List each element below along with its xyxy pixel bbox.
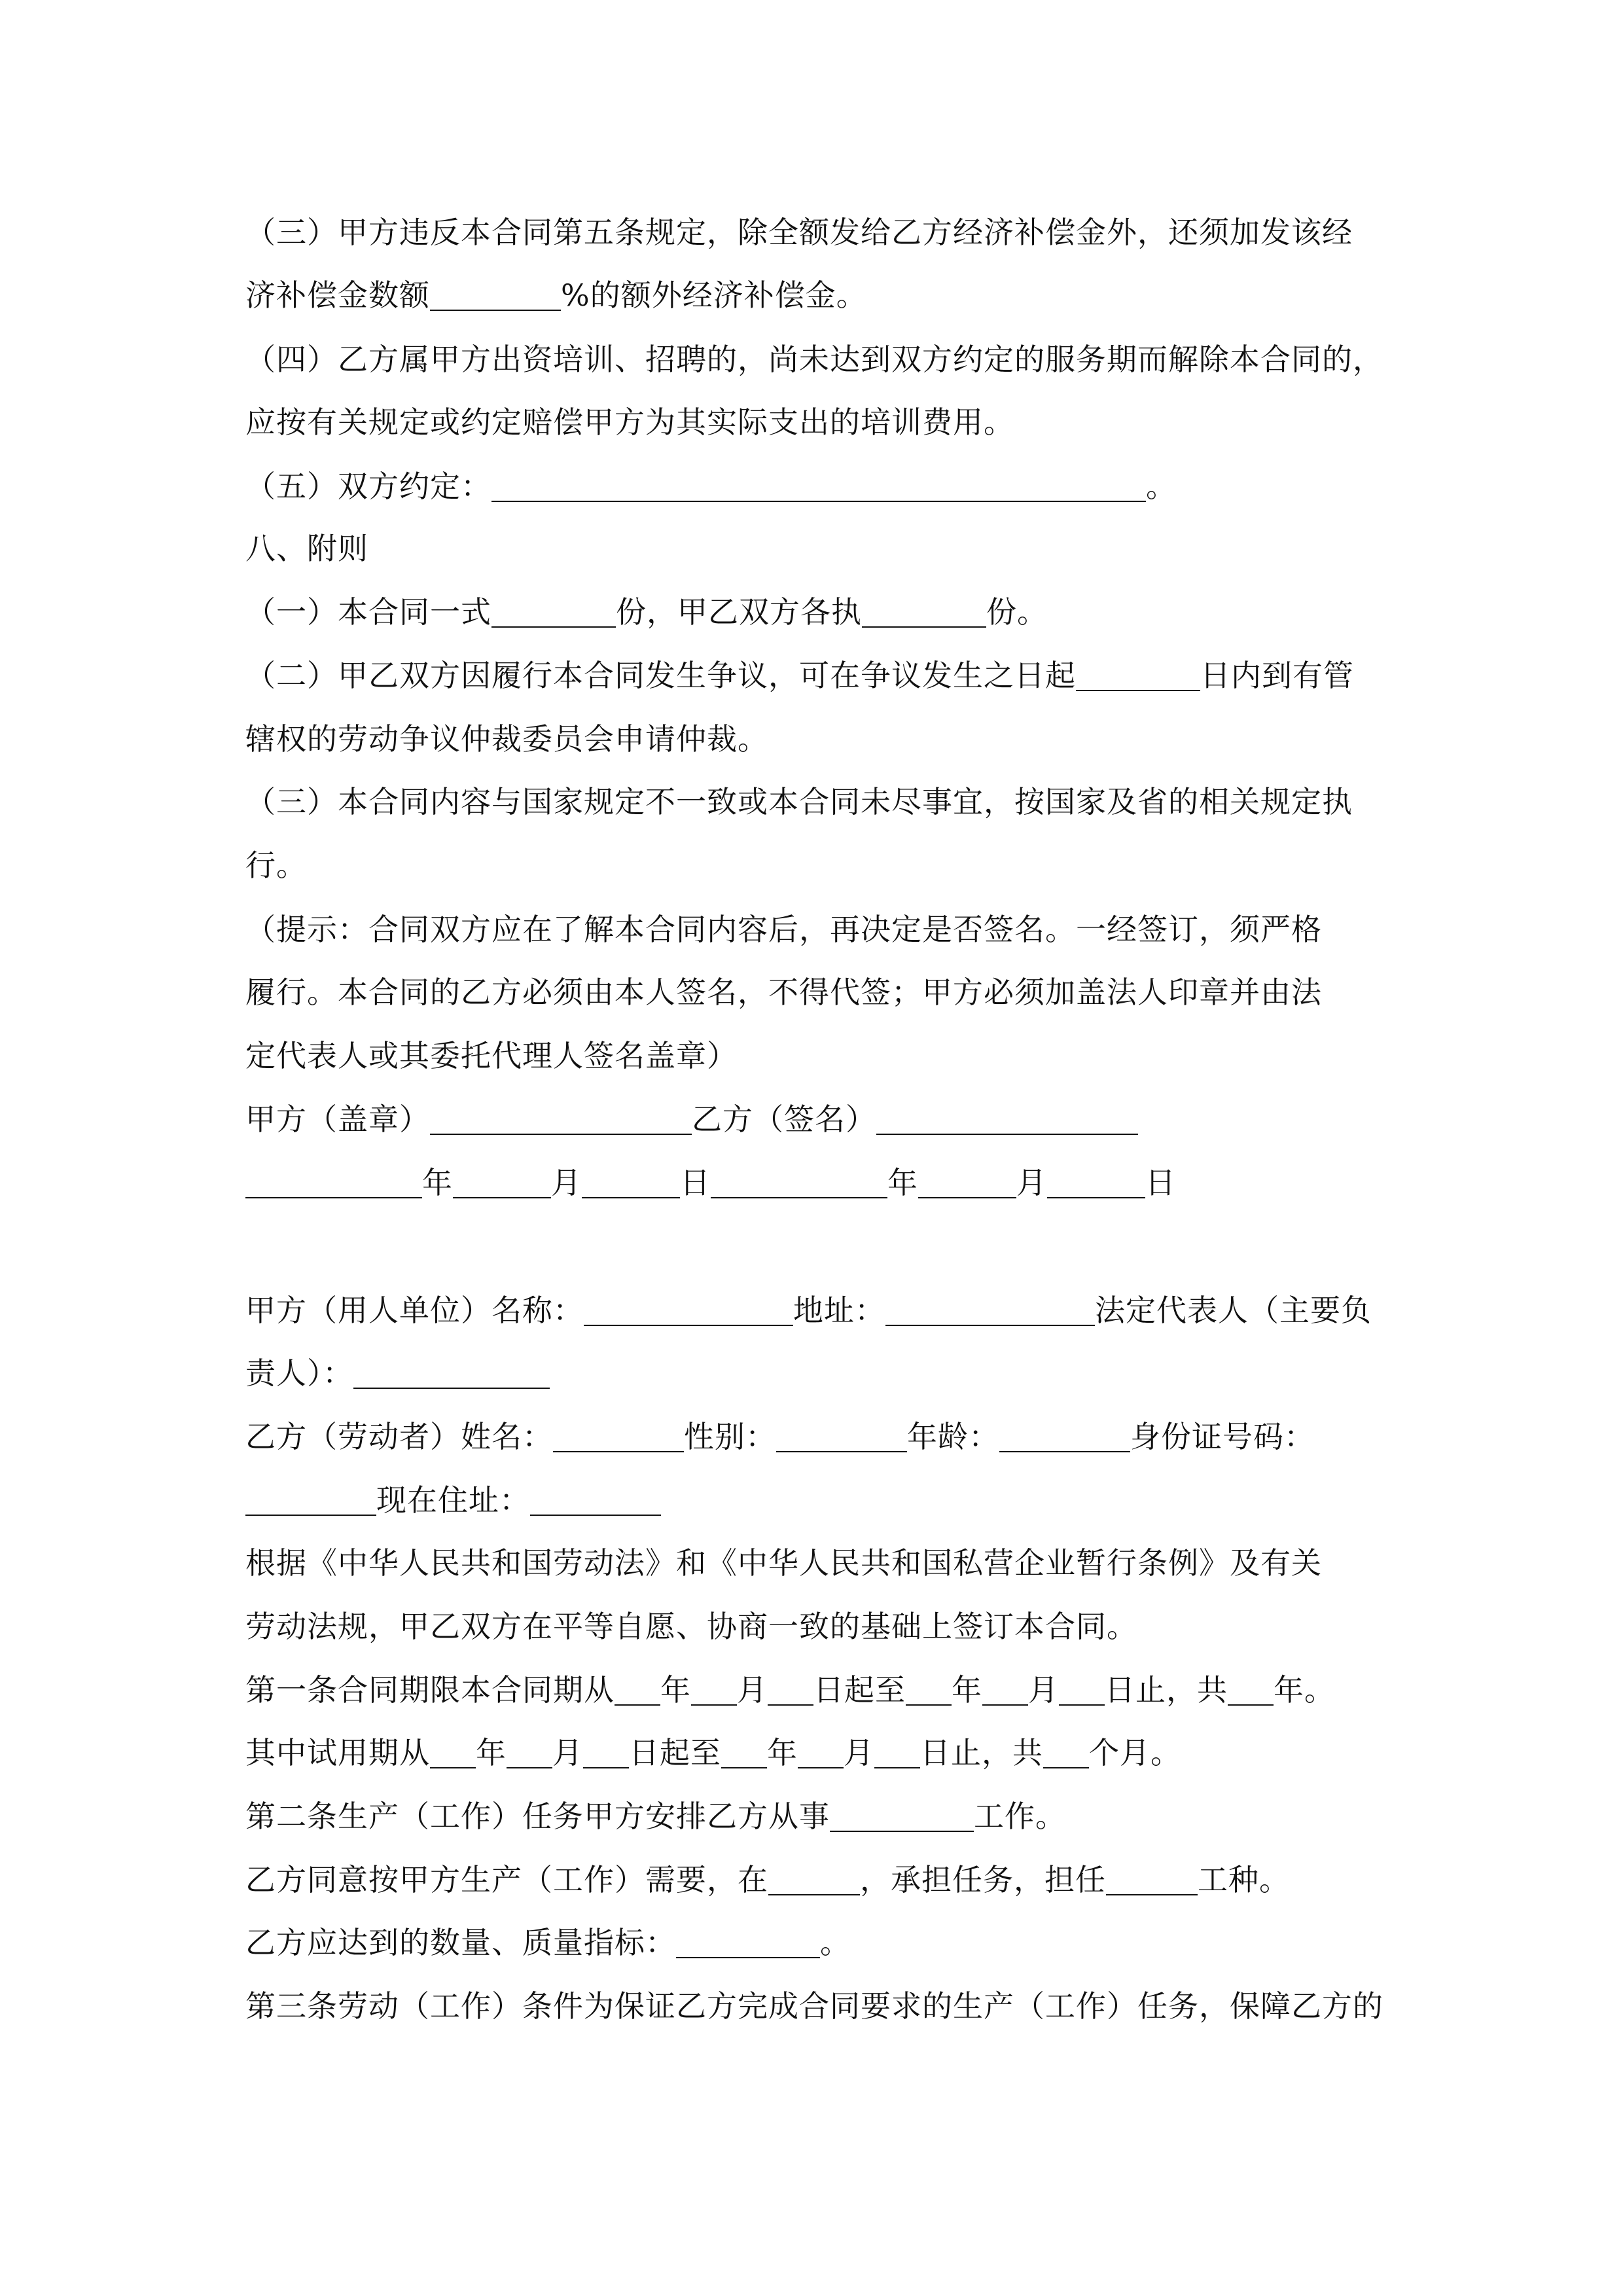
blank-field[interactable] [1043,1741,1089,1768]
text-line: （一）本合同一式 份，甲乙双方各执 份。 [245,594,1048,630]
text-line: 现在住址： [245,1480,661,1520]
blank-field[interactable] [982,1678,1028,1706]
blank-field[interactable] [1106,1868,1198,1895]
text-line: 第三条劳动（工作）条件为保证乙方完成合同要求的生产（工作）任务，保障乙方的 [245,1988,1383,2024]
party-b-signature-field[interactable] [876,1107,1138,1135]
blank-field[interactable] [676,1931,820,1958]
section-heading: 八、附则 [245,531,368,566]
text-line: 定代表人或其委托代理人签名盖章） [245,1038,738,1073]
party-a-seal-field[interactable] [430,1107,692,1135]
text-line: 行。 [245,848,307,883]
text-line: （四）乙方属甲方出资培训、招聘的，尚未达到双方约定的服务期而解除本合同的， [245,342,1383,377]
month-field[interactable] [453,1171,551,1198]
text-line: 第二条生产（工作）任务甲方安排乙方从事 工作。 [245,1799,1066,1834]
text-line: 辖权的劳动争议仲裁委员会申请仲裁。 [245,721,768,757]
blank-field[interactable] [430,1741,476,1768]
date-line: 年 月 日 年 月 日 [245,1163,1176,1202]
year-field[interactable] [711,1171,887,1198]
address-field[interactable] [885,1299,1095,1326]
blank-field[interactable] [768,1868,860,1895]
blank-field[interactable] [615,1678,660,1706]
blank-field[interactable] [830,1804,974,1832]
gender-field[interactable] [776,1425,907,1452]
blank-field[interactable] [491,600,616,628]
text-line: 乙方（劳动者）姓名： 性别： 年龄： 身份证号码： [245,1419,1315,1454]
month-field[interactable] [918,1171,1016,1198]
age-field[interactable] [999,1425,1130,1452]
blank-field[interactable] [768,1678,813,1706]
blank-field[interactable] [491,475,1146,502]
day-field[interactable] [1047,1171,1145,1198]
text-line: 应按有关规定或约定赔偿甲方为其实际支出的培训费用。 [245,404,1014,440]
text-line: （二）甲乙双方因履行本合同发生争议，可在争议发生之日起 日内到有管 [245,658,1354,693]
day-field[interactable] [582,1171,680,1198]
blank-field[interactable] [798,1741,844,1768]
blank-field[interactable] [430,283,561,311]
blank-field[interactable] [906,1678,952,1706]
text-line: 第一条合同期限本合同期从 年 月 日起至 年 月 日止，共 年。 [245,1672,1335,1708]
blank-field[interactable] [583,1741,629,1768]
blank-field[interactable] [721,1741,767,1768]
blank-field[interactable] [1228,1678,1274,1706]
blank-field[interactable] [507,1741,552,1768]
id-number-field[interactable] [245,1488,376,1516]
text-line: 乙方应达到的数量、质量指标： 。 [245,1925,851,1960]
blank-field[interactable] [1076,664,1200,691]
text-line: 济补偿金数额 %的额外经济补偿金。 [245,278,867,313]
blank-field[interactable] [862,600,986,628]
text-line: （五）双方约定： 。 [245,469,1177,504]
blank-field[interactable] [874,1741,920,1768]
signature-line: 甲方（盖章） 乙方（签名） [245,1100,1138,1139]
legal-rep-field[interactable] [353,1361,550,1389]
year-field[interactable] [245,1171,422,1198]
text-line: （提示：合同双方应在了解本合同内容后，再决定是否签名。一经签订，须严格 [245,912,1322,947]
text-line: （三）甲方违反本合同第五条规定，除全额发给乙方经济补偿金外，还须加发该经 [245,215,1353,250]
name-field[interactable] [553,1425,684,1452]
text-line: 乙方同意按甲方生产（工作）需要，在 ，承担任务，担任 工种。 [245,1862,1290,1897]
text-line: 其中试用期从 年 月 日起至 年 月 日止，共 个月。 [245,1735,1181,1770]
text-line: （三）本合同内容与国家规定不一致或本合同未尽事宜，按国家及省的相关规定执 [245,784,1353,819]
text-line: 履行。本合同的乙方必须由本人签名，不得代签；甲方必须加盖法人印章并由法 [245,975,1322,1010]
text-line: 甲方（用人单位）名称： 地址： 法定代表人（主要负 [245,1293,1372,1328]
current-address-field[interactable] [530,1488,661,1516]
employer-name-field[interactable] [584,1299,793,1326]
text-line: 劳动法规，甲乙双方在平等自愿、协商一致的基础上签订本合同。 [245,1609,1137,1644]
text-line: 根据《中华人民共和国劳动法》和《中华人民共和国私营企业暂行条例》及有关 [245,1545,1322,1581]
text-line: 责人）： [245,1354,550,1393]
blank-field[interactable] [1059,1678,1105,1706]
blank-field[interactable] [691,1678,737,1706]
